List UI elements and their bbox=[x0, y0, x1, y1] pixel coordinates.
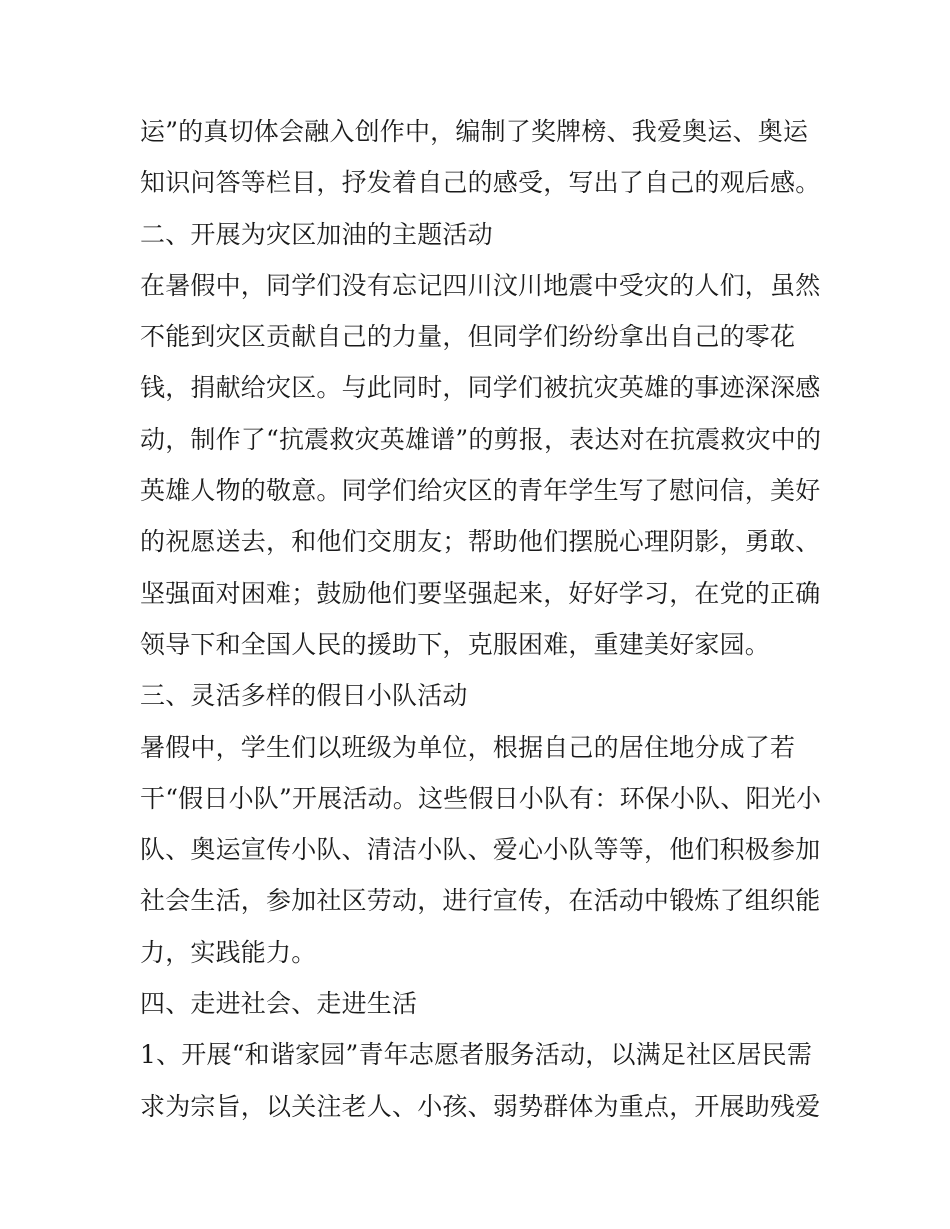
text-line: 英雄人物的敬意。同学们给灾区的青年学生写了慰问信，美好 bbox=[140, 476, 821, 506]
text-line: 的祝愿送去，和他们交朋友；帮助他们摆脱心理阴影，勇敢、 bbox=[140, 527, 821, 557]
text-line: 求为宗旨，以关注老人、小孩、弱势群体为重点，开展助残爱 bbox=[140, 1091, 821, 1121]
text-line: 坚强面对困难；鼓励他们要坚强起来，好好学习，在党的正确 bbox=[140, 578, 821, 608]
text-line: 队、奥运宣传小队、清洁小队、爱心小队等等，他们积极参加 bbox=[140, 835, 821, 865]
text-line: 领导下和全国人民的援助下，克服困难，重建美好家园。 bbox=[140, 629, 771, 659]
text-line: 1、开展“和谐家园”青年志愿者服务活动，以满足社区居民需 bbox=[140, 1040, 813, 1070]
section-heading: 四、走进社会、走进生活 bbox=[140, 989, 418, 1019]
text-line: 在暑假中，同学们没有忘记四川汶川地震中受灾的人们，虽然 bbox=[140, 270, 821, 300]
text-line: 干“假日小队”开展活动。这些假日小队有：环保小队、阳光小 bbox=[140, 783, 822, 813]
text-line: 钱，捐献给灾区。与此同时，同学们被抗灾英雄的事迹深深感 bbox=[140, 373, 821, 403]
text-line: 力，实践能力。 bbox=[140, 937, 317, 967]
section-heading: 三、灵活多样的假日小队活动 bbox=[140, 681, 468, 711]
text-line: 暑假中，学生们以班级为单位，根据自己的居住地分成了若 bbox=[140, 732, 796, 762]
document-body bbox=[140, 106, 830, 1132]
text-line: 运”的真切体会融入创作中，编制了奖牌榜、我爱奥运、奥运 bbox=[140, 117, 809, 146]
text-line: 动，制作了“抗震救灾英雄谱”的剪报，表达对在抗震救灾中的 bbox=[140, 424, 822, 454]
text-line: 知识问答等栏目，抒发着自己的感受，写出了自己的观后感。 bbox=[140, 168, 821, 198]
text-line: 社会生活，参加社区劳动，进行宣传，在活动中锻炼了组织能 bbox=[140, 886, 821, 916]
section-heading: 二、开展为灾区加油的主题活动 bbox=[140, 219, 493, 249]
text-line: 不能到灾区贡献自己的力量，但同学们纷纷拿出自己的零花 bbox=[140, 322, 796, 352]
